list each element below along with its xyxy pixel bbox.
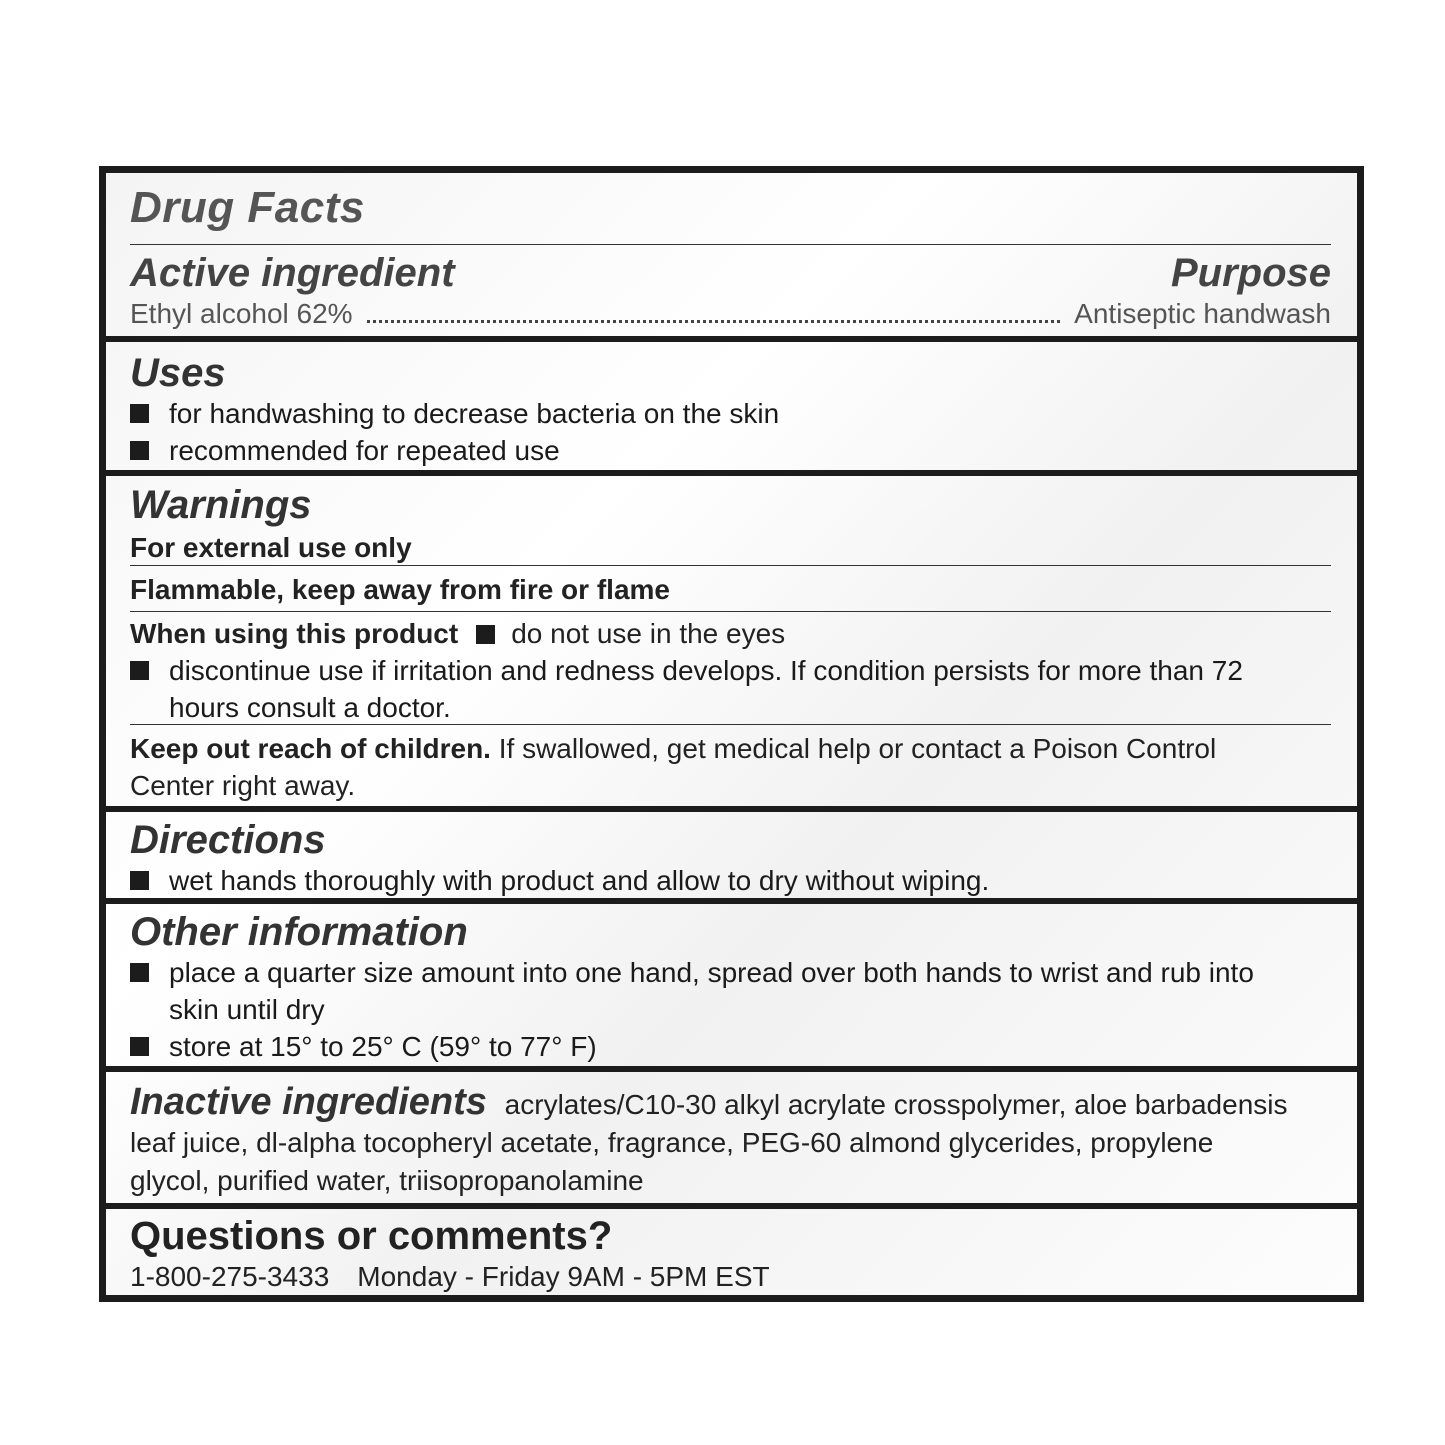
bullet-square-icon: [130, 871, 149, 890]
dotted-leader: [367, 320, 1061, 323]
bullet-square-icon: [130, 661, 149, 680]
other-info-section: [106, 910, 1357, 1065]
keep-out-label: Keep out reach of children.: [130, 733, 491, 764]
keep-out-section: [106, 730, 1357, 804]
active-ingredient-row: [130, 295, 1331, 332]
inactive-heading: Inactive ingredients: [130, 1081, 487, 1123]
active-ingredient-value: Ethyl alcohol 62%: [130, 298, 353, 329]
list-item: for handwashing to decrease bacteria on the skin: [130, 395, 1331, 432]
section-divider: [106, 1066, 1357, 1072]
flammable-section: [106, 571, 1357, 608]
title-divider: [130, 244, 1331, 245]
other-info-heading: Other information: [130, 910, 468, 954]
inactive-section: [106, 1080, 1357, 1200]
when-using-label: When using this product: [130, 618, 459, 649]
keep-out-text: [130, 730, 1331, 804]
purpose-heading: Purpose: [1170, 251, 1331, 295]
when-using-line: [130, 615, 1331, 652]
section-divider: [106, 806, 1357, 812]
warnings-heading: Warnings: [130, 483, 312, 527]
inactive-ingredients-list: acrylates/C10-30 alkyl acrylate crosspolymer, aloe barbadensis leaf juice, dl-alpha tocopheryl acetate, fragrance, PEG-60 almond glycerides, propylene glycol, purified water, triisopropanolamine: [130, 1089, 1288, 1196]
flammable-warning: Flammable, keep away from fire or flame: [130, 574, 670, 605]
contact-line: [130, 1258, 1331, 1295]
active-ingredient-section: [106, 251, 1357, 332]
directions-section: [106, 818, 1357, 899]
list-item: [130, 652, 1331, 726]
list-item: wet hands thoroughly with product and allow to dry without wiping.: [130, 862, 1331, 899]
bullet-square-icon: [130, 404, 149, 423]
list-item: recommended for repeated use: [130, 432, 1331, 469]
title-section: [106, 183, 1357, 233]
phone-number: 1-800-275-3433: [130, 1261, 330, 1292]
active-heading-row: [130, 251, 1331, 295]
section-divider: [106, 336, 1357, 342]
bullet-square-icon: [130, 441, 149, 460]
bullet-square-icon: [130, 963, 149, 982]
warning-divider: [130, 565, 1331, 566]
questions-section: [106, 1214, 1357, 1295]
external-use-warning: For external use only: [130, 532, 412, 563]
active-ingredient-heading: Active ingredient: [130, 251, 455, 295]
discontinue-text: discontinue use if irritation and redness develops. If condition persists for more than 72 hours consult a doctor.: [169, 655, 1243, 723]
bullet-square-icon: [130, 1037, 149, 1056]
section-divider: [106, 1203, 1357, 1209]
section-divider: [106, 470, 1357, 476]
when-using-item: do not use in the eyes: [511, 618, 786, 649]
purpose-value: Antiseptic handwash: [1074, 298, 1331, 329]
section-divider: [106, 898, 1357, 904]
warnings-section: [106, 483, 1357, 566]
when-using-section: [106, 615, 1357, 726]
list-item: store at 15° to 25° C (59° to 77° F): [130, 1028, 1331, 1065]
keep-out-detail: If swallowed, get medical help or contact a Poison Control Center right away.: [130, 733, 1217, 801]
bullet-square-icon: [476, 625, 495, 644]
directions-heading: Directions: [130, 818, 326, 862]
warning-divider: [130, 611, 1331, 612]
warning-divider: [130, 724, 1331, 725]
questions-heading: Questions or comments?: [130, 1214, 613, 1258]
drug-facts-title: Drug Facts: [130, 183, 365, 232]
contact-hours: Monday - Friday 9AM - 5PM EST: [357, 1261, 770, 1292]
uses-heading: Uses: [130, 351, 226, 395]
drug-facts-label: [99, 166, 1364, 1302]
inactive-text-block: [130, 1080, 1331, 1200]
uses-section: [106, 351, 1357, 469]
list-item: place a quarter size amount into one hand, spread over both hands to wrist and rub into skin until dry: [130, 954, 1331, 1028]
